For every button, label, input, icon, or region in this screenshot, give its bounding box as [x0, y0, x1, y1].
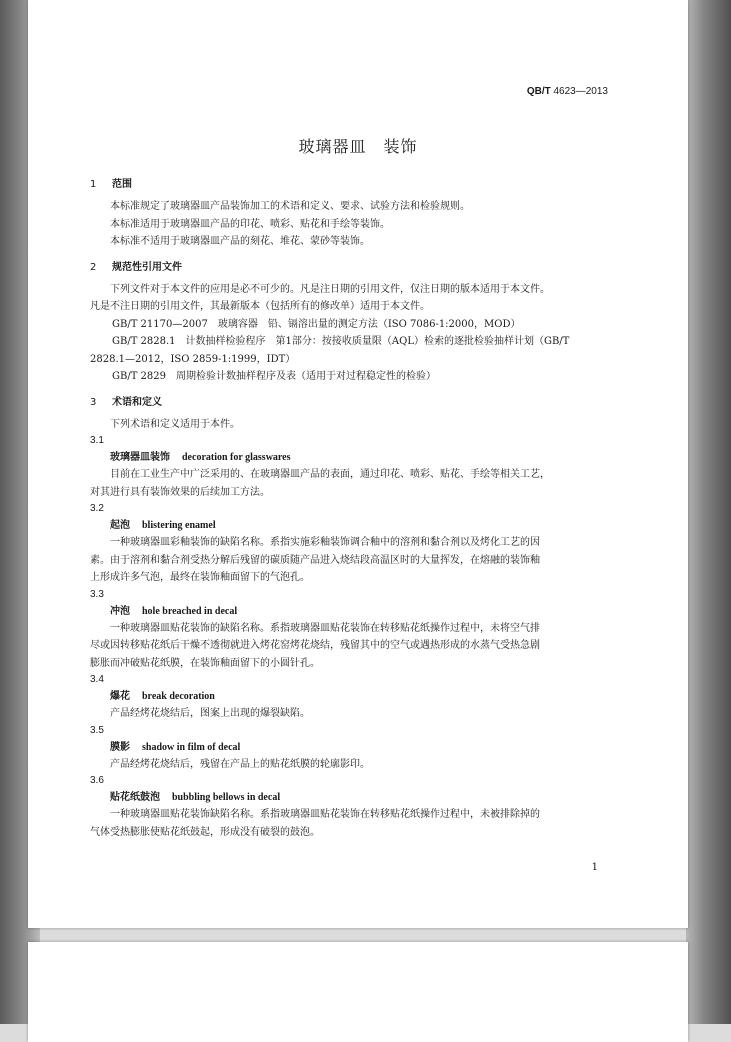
- reference-item: GB/T 2828.1 计数抽样检验程序 第1部分：按接收质量限（AQL）检索的逐批检验抽样计划（GB/T: [112, 336, 570, 347]
- paragraph: 凡是不注日期的引用文件，其最新版本（包括所有的修改单）适用于本文件。: [90, 301, 430, 312]
- term-definition: 一种玻璃器皿贴花装饰的缺陷名称。系指玻璃器皿贴花装饰在转移贴花纸操作过程中，未将空气排: [110, 622, 540, 634]
- page-number: 1: [591, 862, 598, 873]
- term-definition: 产品经烤花烧结后，图案上出现的爆裂缺陷。: [110, 708, 310, 719]
- paragraph: 下列文件对于本文件的应用是必不可少的。凡是注日期的引用文件，仅注日期的版本适用于本文件。: [110, 283, 550, 295]
- term-definition: 对其进行具有装饰效果的后续加工方法。: [90, 486, 270, 498]
- term-heading: 贴花纸鼓泡 bubbling bellows in decal: [110, 792, 281, 803]
- term-number: 3.5: [90, 724, 104, 736]
- term-definition: 尽或因转移贴花纸后干燥不透彻就进入烤花窑烤花烧结，残留其中的空气或遇热形成的水蒸气受热急剧: [90, 640, 540, 651]
- term-heading: 起泡 blistering enamel: [110, 520, 216, 531]
- term-heading: 爆花 break decoration: [110, 691, 215, 702]
- paragraph: 下列术语和定义适用于本件。: [110, 418, 240, 430]
- paragraph: 本标准不适用于玻璃器皿产品的刻花、堆花、蒙砂等装饰。: [110, 236, 370, 247]
- term-definition: 目前在工业生产中广泛采用的、在玻璃器皿产品的表面，通过印花、喷彩、贴花、手绘等相关工艺，: [110, 469, 550, 480]
- standard-code: [527, 86, 608, 97]
- document-page: [28, 0, 688, 928]
- reference-item: GB/T 21170—2007 玻璃容器 铅、镉溶出量的测定方法（ISO 7086-1:2000，MOD）: [112, 318, 521, 330]
- paragraph: 本标准规定了玻璃器皿产品装饰加工的术语和定义、要求、试验方法和检验规则。: [110, 201, 470, 212]
- term-definition: 一种玻璃器皿彩釉装饰的缺陷名称。系指实施彩釉装饰调合釉中的溶剂和黏合剂以及烤化工艺的因: [110, 537, 540, 548]
- term-number: 3.2: [90, 503, 104, 514]
- section-heading: 3 术语和定义: [90, 396, 162, 408]
- section-heading: 2 规范性引用文件: [90, 261, 182, 273]
- reference-item: 2828.1—2012，ISO 2859-1:1999，IDT）: [90, 353, 296, 365]
- term-definition: 上形成许多气泡，最终在装饰釉面留下的气泡孔。: [90, 572, 310, 583]
- paragraph: 本标准适用于玻璃器皿产品的印花、喷彩、贴花和手绘等装饰。: [110, 218, 390, 230]
- section-heading: 1 范围: [90, 179, 132, 190]
- term-number: 3.3: [90, 588, 104, 600]
- next-document-page: [28, 942, 688, 1042]
- term-definition: 素。由于溶剂和黏合剂受热分解后残留的碳质随产品进入烧结段高温区时的大量挥发，在熔融的装饰釉: [90, 554, 540, 566]
- term-number: 3.4: [90, 674, 104, 685]
- term-heading: 冲泡 hole breached in decal: [110, 605, 238, 617]
- standard-code-number: 4623—2013: [553, 86, 608, 97]
- term-number: 3.1: [90, 435, 104, 446]
- term-heading: 膜影 shadow in film of decal: [110, 741, 241, 753]
- viewer-background-right: [686, 0, 731, 1024]
- term-heading: 玻璃器皿装饰 decoration for glasswares: [110, 452, 291, 463]
- reference-item: GB/T 2829 周期检验计数抽样程序及表（适用于对过程稳定性的检验）: [112, 371, 437, 382]
- term-number: 3.6: [90, 775, 104, 786]
- term-definition: 一种玻璃器皿贴花装饰缺陷名称。系指玻璃器皿贴花装饰在转移贴花纸操作过程中，未被排除掉的: [110, 809, 540, 820]
- term-definition: 膨胀而冲破贴花纸膜，在装饰釉面留下的小圆针孔。: [90, 657, 320, 669]
- document-body: [90, 178, 642, 841]
- term-definition: 产品经烤花烧结后，残留在产品上的贴花纸膜的轮廓影印。: [110, 758, 370, 770]
- term-definition: 气体受热膨胀使贴花纸鼓起，形成没有破裂的鼓泡。: [90, 826, 320, 838]
- document-title: 玻璃器皿 装饰: [298, 137, 418, 156]
- standard-code-prefix: QB/T: [526, 86, 551, 97]
